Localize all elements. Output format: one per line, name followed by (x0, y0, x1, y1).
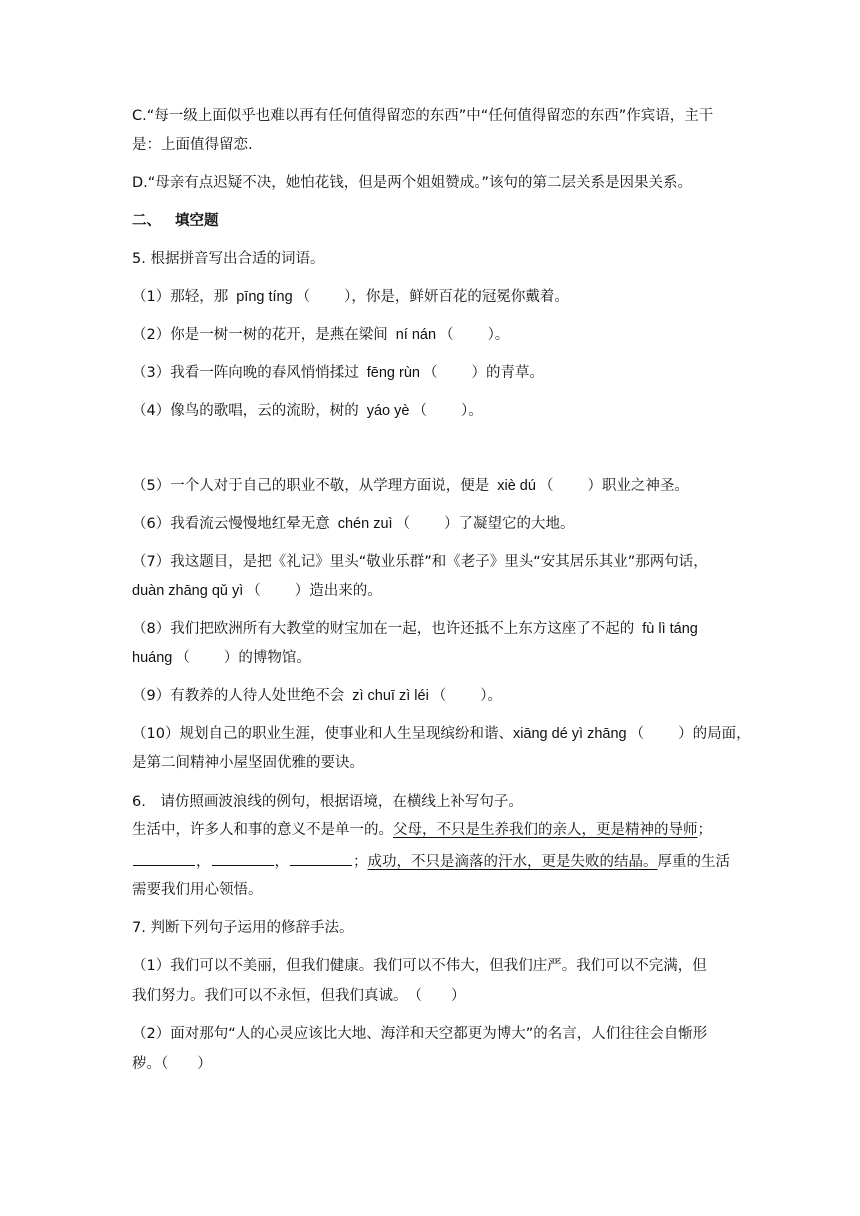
section-title: 填空题 (175, 213, 219, 229)
q6-line-1: 生活中，许多人和事的意义不是单一的。父母，不只是生养我们的亲人，更是精神的导师； (132, 822, 712, 838)
pinyin: huáng (132, 650, 173, 666)
pinyin: pīng tíng (236, 289, 293, 305)
q7-item-1-line-1: （1）我们可以不美丽，但我们健康。我们可以不伟大，但我们庄严。我们可以不完满，但 (132, 958, 707, 974)
pinyin: fù lì táng (642, 621, 698, 637)
pinyin: zì chuī zì léi (352, 688, 429, 704)
q5-item-6: （6）我看流云慢慢地红晕无意 chén zuì （ ）了凝望它的大地。 (132, 516, 575, 532)
q5-item-8-line-1: （8）我们把欧洲所有大教堂的财宝加在一起，也许还抵不上东方这座了不起的 fù lì táng (132, 621, 698, 637)
option-d: D.“母亲有点迟疑不决，她怕花钱，但是两个姐姐赞成。”该句的第二层关系是因果关系。 (132, 175, 693, 191)
q5-item-5: （5）一个人对于自己的职业不敬，从学理方面说，便是 xiè dú （ ）职业之神圣。 (132, 478, 689, 494)
section-heading (132, 211, 219, 231)
q5-item-10-line-1: （10）规划自己的职业生涯，使事业和人生呈现缤纷和谐、xiāng dé yì zhāng （ ）的局面， (132, 726, 751, 742)
q5-item-9: （9）有教养的人待人处世绝不会 zì chuī zì léi （ ）。 (132, 688, 503, 704)
wavy-example-2: 成功，不只是滴落的汗水，更是失败的结晶。 (367, 854, 658, 870)
pinyin: fēng rùn (366, 365, 420, 381)
section-number: 二、 (132, 213, 161, 229)
pinyin: yáo yè (366, 403, 410, 419)
answer-blank-3[interactable] (290, 850, 352, 866)
q7-item-2-line-2: 秽。（ ） (132, 1056, 212, 1072)
q5-item-2: （2）你是一树一树的花开，是燕在梁间 ní nán （ ）。 (132, 327, 510, 343)
q5-item-7-line-2: duàn zhāng qǔ yì （ ）造出来的。 (132, 583, 382, 599)
option-c-line-2: 是：上面值得留恋. (132, 137, 253, 153)
q7-item-2-line-1: （2）面对那句“人的心灵应该比大地、海洋和天空都更为博大”的名言，人们往往会自惭形 (132, 1026, 708, 1042)
pinyin: ní nán (395, 327, 437, 343)
q5-item-1: （1）那轻，那 pīng tíng （ ），你是，鲜妍百花的冠冕你戴着。 (132, 289, 569, 305)
pinyin: chén zuì (337, 516, 393, 532)
option-c-line-1: C.“每一级上面似乎也难以再有任何值得留恋的东西”中“任何值得留恋的东西”作宾语，主干 (132, 108, 714, 124)
q6-line-3: 需要我们用心领悟。 (132, 882, 263, 898)
q5-item-4: （4）像鸟的歌唱，云的流盼，树的 yáo yè （ ）。 (132, 403, 483, 419)
pinyin: duàn zhāng qǔ yì (132, 583, 244, 599)
answer-blank-2[interactable] (212, 850, 274, 866)
q7-title: 7. 判断下列句子运用的修辞手法。 (132, 920, 354, 936)
answer-blank-1[interactable] (133, 850, 195, 866)
q5-item-3: （3）我看一阵向晚的春风悄悄揉过 fēng rùn （ ）的青草。 (132, 365, 544, 381)
q5-title: 5. 根据拼音写出合适的词语。 (132, 251, 325, 267)
q5-item-8-line-2: huáng （ ）的博物馆。 (132, 650, 311, 666)
q6-title: 6. 请仿照画波浪线的例句，根据语境，在横线上补写句子。 (132, 794, 523, 810)
wavy-example-1: 父母，不只是生养我们的亲人，更是精神的导师 (393, 822, 698, 838)
q6-line-2: ， ， ；成功，不只是滴落的汗水，更是失败的结晶。厚重的生活 (132, 850, 730, 872)
q7-item-1-line-2: 我们努力。我们可以不永恒，但我们真诚。 （ ） (132, 988, 466, 1004)
q5-item-7-line-1: （7）我这题目，是把《礼记》里头“敬业乐群”和《老子》里头“安其居乐其业”那两句话， (132, 554, 708, 570)
q5-item-10-line-2: 是第二间精神小屋坚固优雅的要诀。 (132, 755, 364, 771)
pinyin: xiāng dé yì zhāng (512, 726, 627, 742)
pinyin: xiè dú (497, 478, 536, 494)
